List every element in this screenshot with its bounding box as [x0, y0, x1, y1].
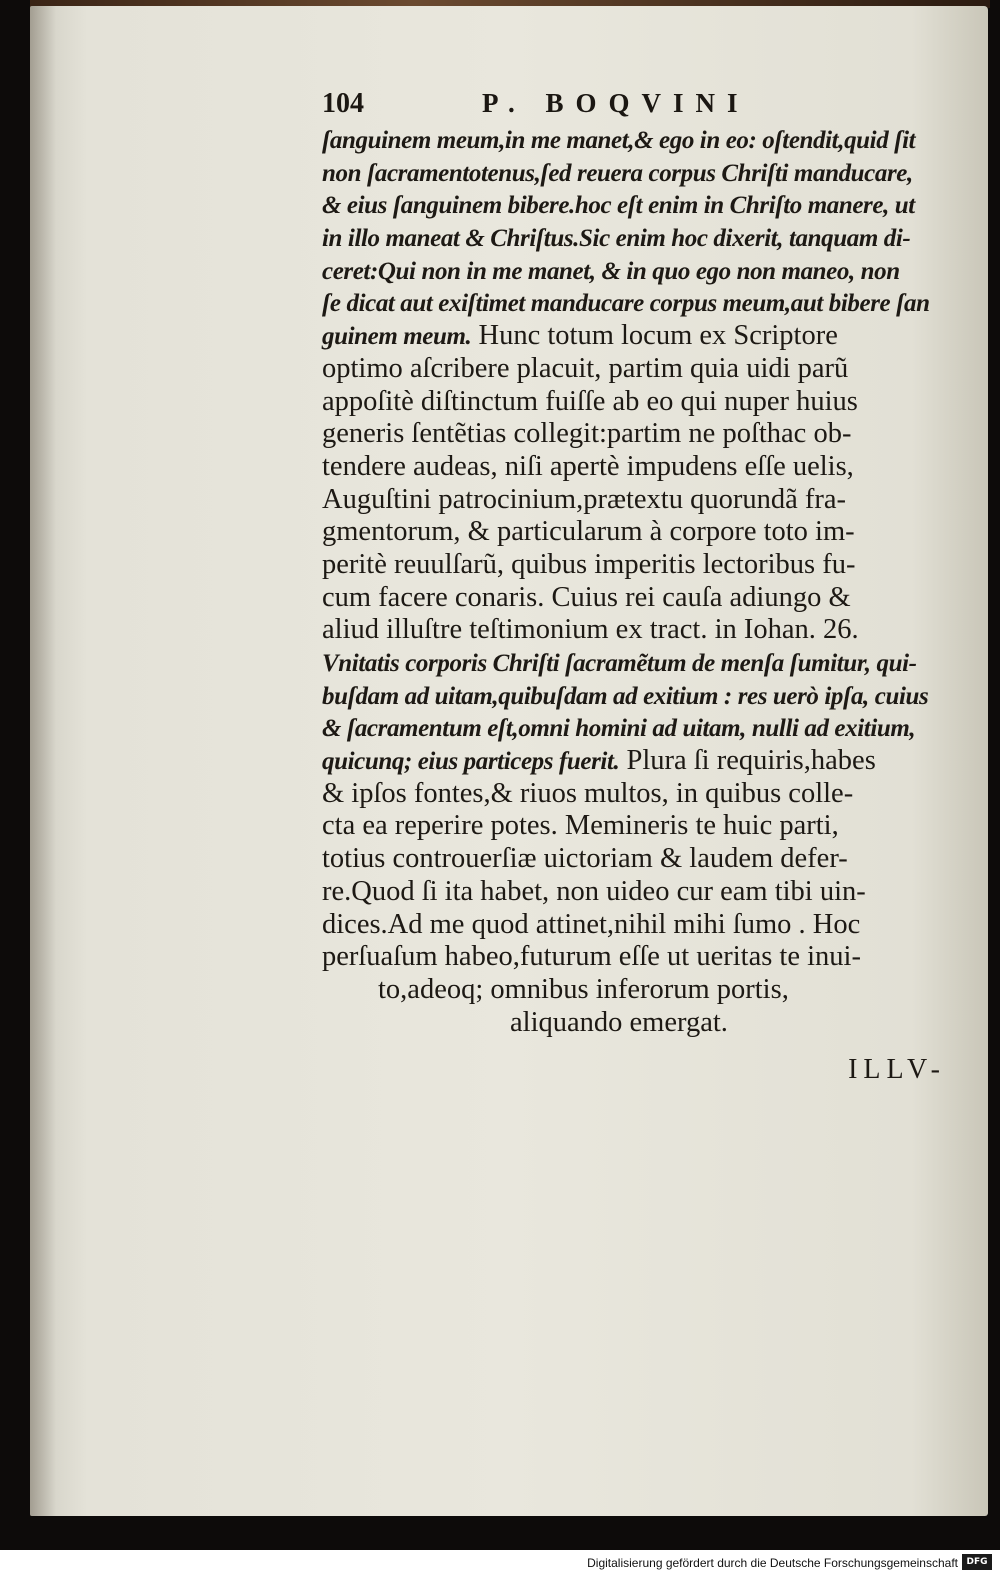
- italic-text: non ſacramentotenus,ſed reuera corpus Chriſti manducare,: [322, 159, 913, 187]
- body-text: [322, 124, 952, 1039]
- italic-text: & ſacramentum eſt,omni homini ad uitam, nulli ad exitium,: [322, 715, 916, 743]
- text-line: [322, 712, 952, 745]
- text-line: [322, 353, 952, 386]
- running-head: P. BOQVINI: [482, 88, 750, 118]
- roman-text: generis ſentẽtias collegit:partim ne poſthac ob-: [322, 418, 852, 450]
- italic-text: in illo maneat & Chriſtus.Sic enim hoc dixerit, tanquam di-: [322, 225, 911, 253]
- text-line: [322, 484, 952, 517]
- text-line: [322, 418, 952, 451]
- text-line: [322, 843, 952, 876]
- roman-text: & ipſos fontes,& riuos multos, in quibus colle-: [322, 777, 854, 809]
- text-line: [322, 778, 952, 811]
- roman-text: appoſitè diſtinctum fuiſſe ab eo qui nuper huius: [322, 385, 858, 417]
- roman-text: aliud illuſtre teſtimonium ex tract. in Iohan. 26.: [322, 614, 859, 646]
- dfg-logo: DFG: [962, 1554, 992, 1570]
- roman-text: totius controuerſiæ uictoriam & laudem defer-: [322, 843, 848, 875]
- text-line: [322, 909, 952, 942]
- roman-text: peritè reuulſarũ, quibus imperitis lectoribus fu-: [322, 548, 856, 580]
- roman-text: Hunc totum locum ex Scriptore: [471, 320, 838, 352]
- roman-text: cta ea reperire potes. Memineris te huic parti,: [322, 810, 839, 842]
- text-line: [322, 157, 952, 190]
- roman-text: perſuaſum habeo,futurum eſſe ut ueritas te inui-: [322, 941, 861, 973]
- text-line: [322, 647, 952, 680]
- roman-text: re.Quod ſi ita habet, non uideo cur eam tibi uin-: [322, 875, 866, 907]
- text-line: [322, 255, 952, 288]
- gutter-shadow: [30, 6, 56, 1516]
- italic-text: ſanguinem meum,in me manet,& ego in eo: oſtendit,quid ſit: [322, 127, 916, 154]
- roman-text: tendere audeas, niſi apertè impudens eſſe uelis,: [322, 450, 854, 482]
- text-line: [322, 876, 952, 909]
- italic-text: quicunq; eius particeps fuerit.: [322, 748, 620, 776]
- text-line: [322, 941, 952, 974]
- text-line: [322, 386, 952, 419]
- roman-text: aliquando emergat.: [510, 1006, 728, 1038]
- roman-text: gmentorum, & particularum à corpore toto im-: [322, 516, 855, 548]
- text-line: [322, 189, 952, 222]
- roman-text: cum facere conaris. Cuius rei cauſa adiungo &: [322, 581, 851, 613]
- text-line: [322, 516, 952, 549]
- catchword: ILLV-: [848, 1054, 946, 1085]
- text-line: [322, 320, 952, 353]
- text-line: [322, 745, 952, 778]
- italic-text: & eius ſanguinem bibere.hoc eſt enim in Chriſto manere, ut: [322, 192, 915, 220]
- italic-text: Vnitatis corporis Chriſti ſacramẽtum de menſa ſumitur, qui-: [322, 650, 917, 677]
- italic-text: buſdam ad uitam,quibuſdam ad exitium : res uerò ipſa, cuius: [322, 682, 929, 710]
- text-line: [322, 222, 952, 255]
- text-line: [322, 614, 952, 647]
- roman-text: dices.Ad me quod attinet,nihil mihi ſumo . Hoc: [322, 908, 861, 940]
- text-line: [322, 451, 952, 484]
- text-line: [322, 549, 952, 582]
- roman-text: Auguſtini patrocinium,prætextu quorundã fra-: [322, 483, 846, 515]
- roman-text: to,adeoq; omnibus inferorum portis,: [378, 973, 789, 1005]
- roman-text: optimo aſcribere placuit, partim quia uidi parũ: [322, 352, 849, 384]
- text-line: [322, 1007, 952, 1040]
- italic-text: ſe dicat aut exiſtimet manducare corpus meum,aut bibere ſan: [322, 290, 930, 318]
- italic-text: ceret:Qui non in me manet, & in quo ego non maneo, non: [322, 257, 900, 285]
- text-line: [322, 974, 952, 1007]
- text-line: [322, 680, 952, 713]
- text-line: [322, 582, 952, 615]
- text-line: [322, 810, 952, 843]
- italic-text: guinem meum.: [322, 323, 472, 351]
- page-header: [322, 88, 962, 128]
- text-line: [322, 124, 952, 157]
- page-number: 104: [322, 88, 364, 119]
- text-line: [322, 287, 952, 320]
- roman-text: Plura ſi requiris,habes: [619, 745, 876, 777]
- footer-bar: [0, 1550, 1000, 1580]
- funding-credit: Digitalisierung gefördert durch die Deutsche Forschungsgemeinschaft: [587, 1556, 958, 1570]
